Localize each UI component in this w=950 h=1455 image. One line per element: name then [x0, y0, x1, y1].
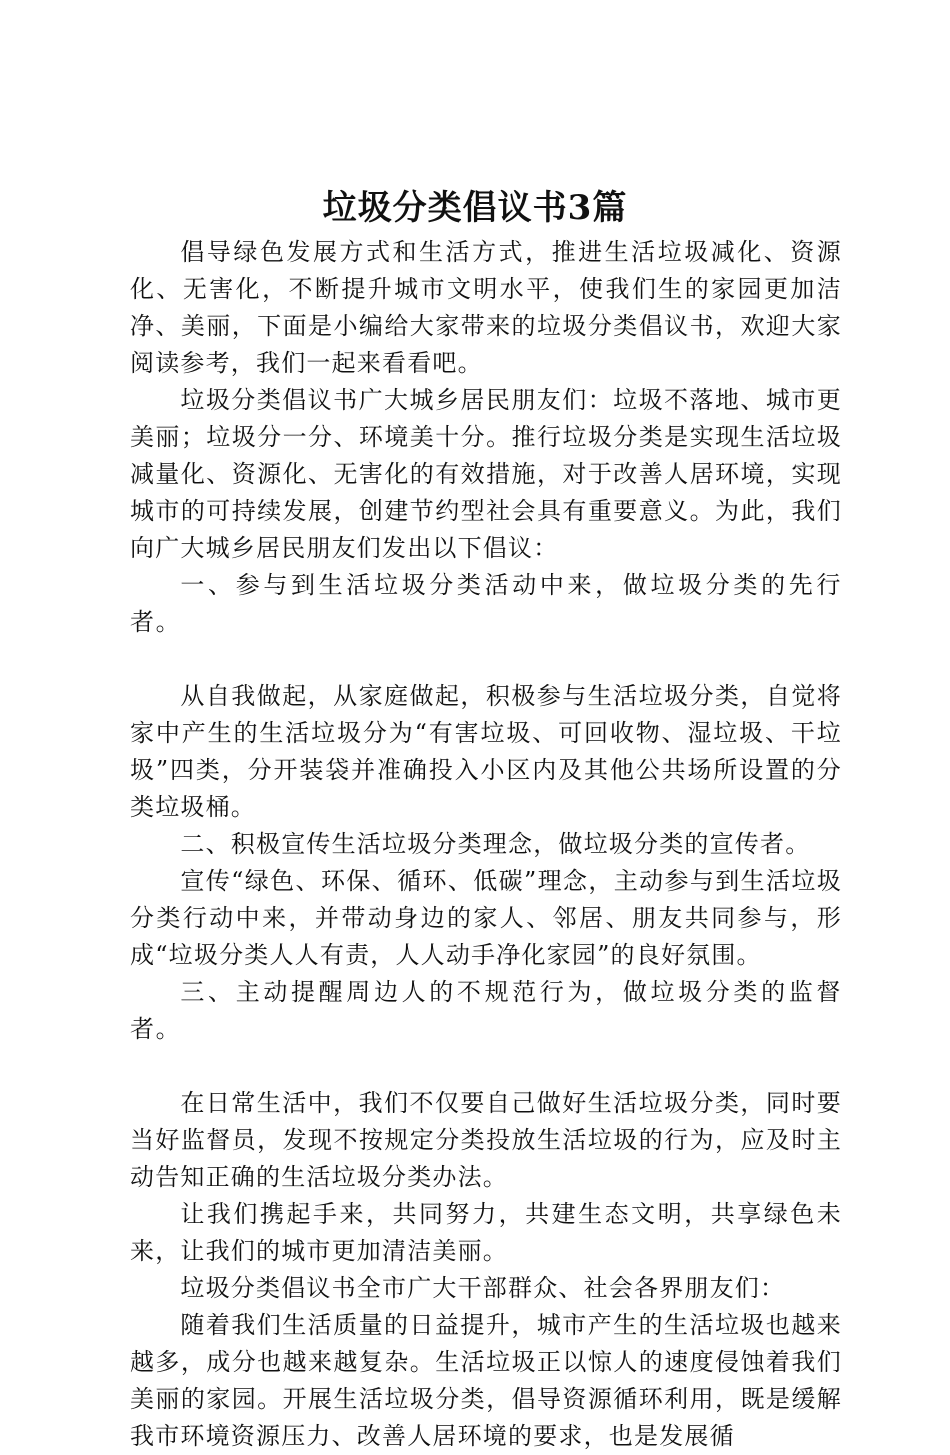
- paragraph-point-three: 在日常生活中，我们不仅要自己做好生活垃圾分类，同时要当好监督员，发现不按规定分类投放生活垃圾的行为，应及时主动告知正确的生活垃圾分类办法。: [130, 1089, 842, 1191]
- paragraph-heading-three: 三、主动提醒周边人的不规范行为，做垃圾分类的监督者。: [130, 978, 842, 1043]
- paragraph-point-one: 从自我做起，从家庭做起，积极参与生活垃圾分类，自觉将家中产生的生活垃圾分为“有害垃圾、可回收物、湿垃圾、干垃圾”四类，分开装袋并准确投入小区内及其他公共场所设置的分类垃圾桶。: [130, 682, 842, 821]
- paragraph-second-proposal-salutation: 垃圾分类倡议书全市广大干部群众、社会各界朋友们：: [180, 1274, 786, 1302]
- paragraph-intro: 倡导绿色发展方式和生活方式，推进生活垃圾减化、资源化、无害化，不断提升城市文明水平，使我们生的家园更加洁净、美丽，下面是小编给大家带来的垃圾分类倡议书，欢迎大家阅读参考，我们一起来看看吧。: [130, 238, 842, 377]
- paragraph-heading-one: 一、参与到生活垃圾分类活动中来，做垃圾分类的先行者。: [130, 571, 842, 636]
- document-title: 垃圾分类倡议书3篇: [322, 188, 628, 228]
- paragraph-point-two: 宣传“绿色、环保、循环、低碳”理念，主动参与到生活垃圾分类行动中来，并带动身边的家人、邻居、朋友共同参与，形成“垃圾分类人人有责，人人动手净化家园”的良好氛围。: [130, 867, 842, 969]
- paragraph-heading-two: 二、积极宣传生活垃圾分类理念，做垃圾分类的宣传者。: [180, 830, 811, 858]
- paragraph-second-proposal-body: 随着我们生活质量的日益提升，城市产生的生活垃圾也越来越多，成分也越来越复杂。生活垃圾正以惊人的速度侵蚀着我们美丽的家园。开展生活垃圾分类，倡导资源循环利用，既是缓解我市环境资源压力、改善人居环境的要求，也是发展循: [130, 1311, 842, 1450]
- paragraph-call-to-action: 让我们携起手来，共同努力，共建生态文明，共享绿色未来，让我们的城市更加清洁美丽。: [130, 1200, 842, 1265]
- paragraph-proposal-opening: 垃圾分类倡议书广大城乡居民朋友们：垃圾不落地、城市更美丽；垃圾分一分、环境美十分。推行垃圾分类是实现生活垃圾减量化、资源化、无害化的有效措施，对于改善人居环境，实现城市的可持续发展，创建节约型社会具有重要意义。为此，我们向广大城乡居民朋友们发出以下倡议：: [130, 386, 842, 562]
- document-body: [130, 234, 842, 1455]
